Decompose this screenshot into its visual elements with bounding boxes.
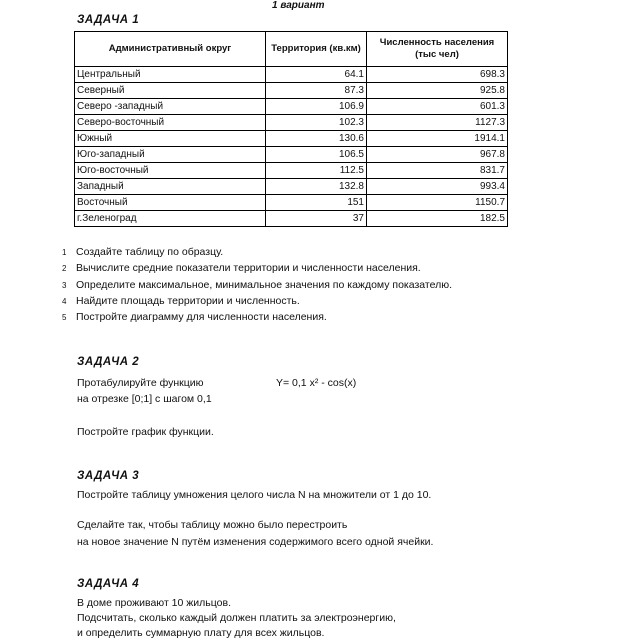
table-row <box>75 83 508 99</box>
territory-cell: 112.5 <box>266 163 367 179</box>
territory-cell: 130.6 <box>266 131 367 147</box>
step-item <box>62 260 452 276</box>
district-name-cell: Северный <box>75 83 266 99</box>
table-row <box>75 163 508 179</box>
step-number: 4 <box>62 296 67 306</box>
district-name-cell: Центральный <box>75 67 266 83</box>
step-number: 2 <box>62 264 67 274</box>
step-text: Определите максимальное, минимальное значения по каждому показателю. <box>76 278 453 291</box>
task2-title: ЗАДАЧА 2 <box>77 356 140 368</box>
table-row <box>75 211 508 227</box>
population-cell: 698.3 <box>367 67 508 83</box>
population-cell: 601.3 <box>367 99 508 115</box>
table-row <box>75 99 508 115</box>
task1-title: ЗАДАЧА 1 <box>77 14 140 26</box>
population-cell: 1127.3 <box>367 115 508 131</box>
step-number: 3 <box>62 280 67 290</box>
task4-line2: Подсчитать, сколько каждый должен платить за электроэнергию, <box>77 612 396 624</box>
header-district: Административный округ <box>75 32 266 67</box>
task3-title: ЗАДАЧА 3 <box>77 470 140 482</box>
task2-line3: Постройте график функции. <box>77 426 214 438</box>
step-text: Найдите площадь территории и численность. <box>76 294 300 307</box>
task1-steps <box>62 244 452 325</box>
step-number: 1 <box>62 248 67 257</box>
district-name-cell: Юго-восточный <box>75 163 266 179</box>
step-item <box>62 293 452 309</box>
district-name-cell: г.Зеленоград <box>75 211 266 227</box>
step-text: Постройте диаграмму для численности населения. <box>76 311 327 324</box>
step-text: Создайте таблицу по образцу. <box>76 246 224 258</box>
territory-cell: 106.5 <box>266 147 367 163</box>
population-cell: 1914.1 <box>367 131 508 147</box>
territory-cell: 106.9 <box>266 99 367 115</box>
population-cell: 182.5 <box>367 211 508 227</box>
territory-cell: 151 <box>266 195 367 211</box>
variant-label: 1 вариант <box>272 0 325 11</box>
district-name-cell: Северо-восточный <box>75 115 266 131</box>
task3-line3: на новое значение N путём изменения содержимого всего одной ячейки. <box>77 536 434 548</box>
districts-table <box>74 31 508 227</box>
header-territory: Территория (кв.км) <box>266 32 367 67</box>
step-item <box>62 309 452 325</box>
task3-line1: Постройте таблицу умножения целого числа N на множители от 1 до 10. <box>77 489 432 501</box>
table-row <box>75 131 508 147</box>
header-population: Численность населения (тыс чел) <box>367 32 508 67</box>
task2-formula: Y= 0,1 x² - cos(x) <box>276 377 357 389</box>
population-cell: 831.7 <box>367 163 508 179</box>
population-cell: 967.8 <box>367 147 508 163</box>
task2-line2: на отрезке [0;1] с шагом 0,1 <box>77 393 212 405</box>
district-name-cell: Южный <box>75 131 266 147</box>
population-cell: 1150.7 <box>367 195 508 211</box>
district-name-cell: Северо -западный <box>75 99 266 115</box>
population-cell: 993.4 <box>367 179 508 195</box>
table-row <box>75 195 508 211</box>
territory-cell: 37 <box>266 211 367 227</box>
task4-line1: В доме проживают 10 жильцов. <box>77 597 231 609</box>
district-name-cell: Западный <box>75 179 266 195</box>
table-row <box>75 67 508 83</box>
step-text: Вычислите средние показатели территории и численности населения. <box>76 262 421 275</box>
step-item <box>62 277 452 293</box>
territory-cell: 132.8 <box>266 179 367 195</box>
task2-line1: Протабулируйте функцию <box>77 377 204 389</box>
district-name-cell: Юго-западный <box>75 147 266 163</box>
territory-cell: 87.3 <box>266 83 367 99</box>
table-header-row <box>75 32 508 67</box>
task4-line3: и определить суммарную плату для всех жильцов. <box>77 627 325 639</box>
table-row <box>75 147 508 163</box>
territory-cell: 102.3 <box>266 115 367 131</box>
table-row <box>75 115 508 131</box>
step-item <box>62 244 452 260</box>
step-number: 5 <box>62 313 67 323</box>
territory-cell: 64.1 <box>266 67 367 83</box>
population-cell: 925.8 <box>367 83 508 99</box>
district-name-cell: Восточный <box>75 195 266 211</box>
task4-title: ЗАДАЧА 4 <box>77 578 140 590</box>
task3-line2: Сделайте так, чтобы таблицу можно было перестроить <box>77 519 348 531</box>
table-row <box>75 179 508 195</box>
